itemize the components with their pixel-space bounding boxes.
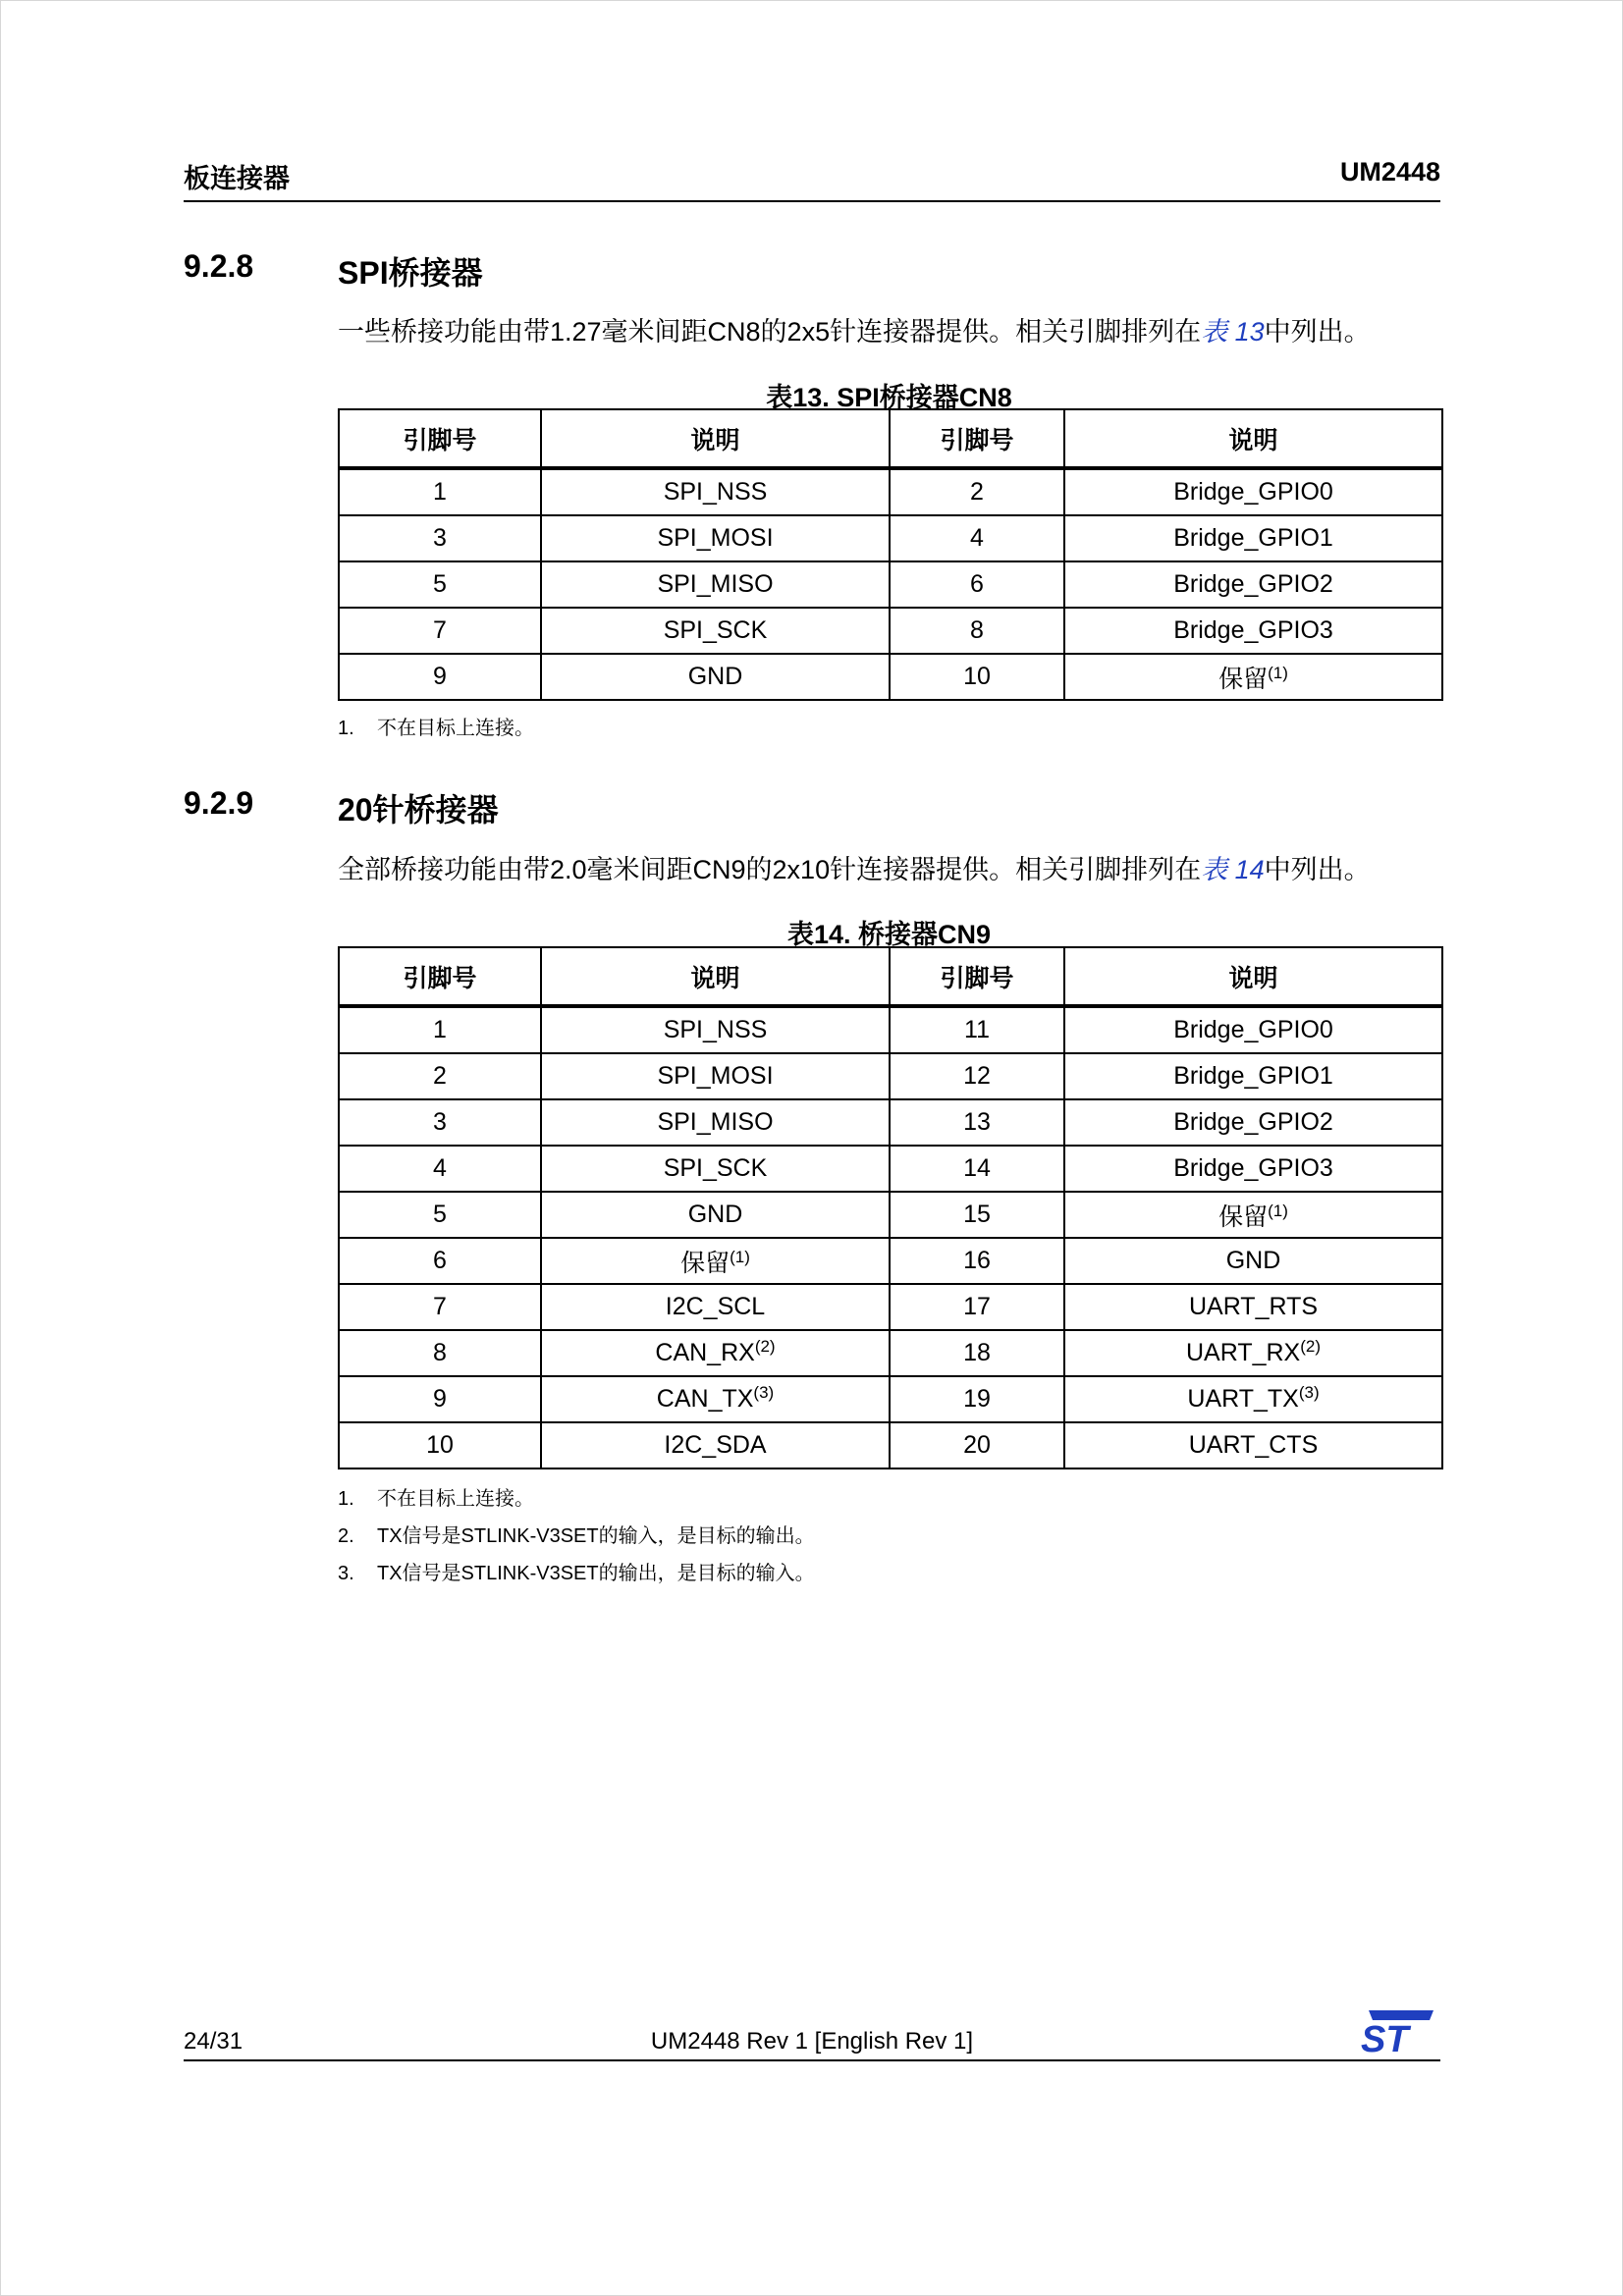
- pin-description-cell: [541, 1006, 890, 1053]
- table-caption: 表13. SPI桥接器CN8: [766, 383, 1012, 412]
- pin-description-cell: [541, 1330, 890, 1376]
- cell-text: Bridge_GPIO0: [1173, 478, 1333, 506]
- cell-text: 15: [963, 1201, 991, 1228]
- table-note: [338, 1557, 815, 1585]
- pin-description-cell: [541, 1192, 890, 1238]
- pin-number-cell: [890, 1422, 1064, 1468]
- pin-table-cn9: [338, 946, 1443, 1469]
- cell-text: 保留: [680, 1249, 730, 1277]
- footnote-marker: (1): [1268, 663, 1288, 682]
- pin-number-cell: [890, 1099, 1064, 1146]
- cell-text: 13: [963, 1108, 991, 1136]
- col-header-desc: 说明: [1064, 947, 1442, 1006]
- cell-text: 7: [433, 1293, 447, 1320]
- pin-description-cell: [1064, 515, 1442, 561]
- pin-number-cell: [890, 1238, 1064, 1284]
- table-caption: 表14. 桥接器CN9: [786, 920, 992, 949]
- col-header-desc: 说明: [541, 409, 890, 468]
- cell-text: 11: [964, 1016, 990, 1043]
- pin-description-cell: [1064, 1422, 1442, 1468]
- pin-description-cell: [541, 1284, 890, 1330]
- section-title: SPI桥接器: [338, 255, 483, 291]
- header-doc-id: UM2448: [1339, 157, 1440, 187]
- note-text: 不在目标上连接。: [377, 1488, 534, 1510]
- pin-number-cell: [890, 468, 1064, 515]
- table-row: [339, 1284, 1442, 1330]
- cell-text: Bridge_GPIO2: [1173, 1108, 1333, 1136]
- st-logo-text: ST: [1361, 2019, 1409, 2054]
- pin-number-cell: [890, 1006, 1064, 1053]
- cell-text: UART_CTS: [1188, 1431, 1319, 1459]
- footnote-marker: (2): [754, 1337, 776, 1356]
- cell-text: GND: [687, 663, 743, 690]
- pin-description-cell: [1064, 654, 1442, 700]
- cell-text: SPI_MISO: [657, 1108, 774, 1136]
- cell-text: 8: [970, 616, 984, 644]
- table-note: [338, 1482, 534, 1511]
- pin-number-cell: [339, 1238, 541, 1284]
- cell-text: 4: [433, 1154, 447, 1182]
- cell-text: 4: [970, 524, 984, 552]
- cell-text: SPI_MISO: [657, 570, 774, 598]
- page-header: [184, 155, 1440, 194]
- paragraph-text: 一些桥接功能由带1.27毫米间距CN8的2x5针连接器提供。相关引脚排列在: [338, 317, 1202, 347]
- cell-text: 2: [433, 1062, 447, 1090]
- pin-number-cell: [339, 654, 541, 700]
- pin-description-cell: [1064, 1284, 1442, 1330]
- cell-text: GND: [1225, 1247, 1281, 1274]
- pin-description-cell: [541, 1238, 890, 1284]
- pin-description-cell: [541, 1099, 890, 1146]
- note-text: TX信号是STLINK-V3SET的输出，是目标的输入。: [377, 1563, 815, 1584]
- pin-number-cell: [890, 1053, 1064, 1099]
- note-number: 1.: [338, 718, 354, 739]
- table-ref-link[interactable]: 表 13: [1201, 317, 1265, 347]
- cell-text: Bridge_GPIO1: [1173, 1062, 1333, 1090]
- pin-description-cell: [1064, 1099, 1442, 1146]
- cell-text: 1: [433, 1016, 447, 1043]
- cell-text: SPI_SCK: [663, 1154, 768, 1182]
- header-chapter: 板连接器: [184, 164, 290, 193]
- st-logo: [1357, 2008, 1434, 2054]
- table-row: [339, 1146, 1442, 1192]
- cell-text: CAN_TX: [656, 1385, 754, 1413]
- table-row: [339, 1192, 1442, 1238]
- cell-text: UART_RTS: [1188, 1293, 1319, 1320]
- pin-number-cell: [339, 1053, 541, 1099]
- table-row: [339, 1376, 1442, 1422]
- cell-text: 6: [970, 570, 984, 598]
- table-row: [339, 1053, 1442, 1099]
- cell-text: Bridge_GPIO3: [1173, 1154, 1333, 1182]
- cell-text: 8: [433, 1339, 447, 1366]
- col-header-pin: 引脚号: [339, 409, 541, 468]
- cell-text: Bridge_GPIO2: [1173, 570, 1333, 598]
- pin-number-cell: [890, 561, 1064, 608]
- pin-description-cell: [1064, 1238, 1442, 1284]
- table-row: [339, 1238, 1442, 1284]
- cell-text: Bridge_GPIO3: [1173, 616, 1333, 644]
- cell-text: 9: [433, 663, 447, 690]
- pin-description-cell: [541, 468, 890, 515]
- cell-text: Bridge_GPIO0: [1173, 1016, 1333, 1043]
- cell-text: UART_RX: [1185, 1339, 1301, 1366]
- note-text: TX信号是STLINK-V3SET的输入，是目标的输出。: [377, 1525, 815, 1547]
- col-header-desc: 说明: [1064, 409, 1442, 468]
- pin-number-cell: [890, 1146, 1064, 1192]
- section-number: 9.2.9: [184, 785, 254, 821]
- footnote-marker: (1): [1268, 1201, 1288, 1220]
- footnote-marker: (3): [753, 1383, 775, 1402]
- pin-description-cell: [1064, 1330, 1442, 1376]
- cell-text: I2C_SDA: [664, 1431, 767, 1459]
- header-rule: [184, 200, 1440, 202]
- cell-text: 5: [433, 1201, 447, 1228]
- table-row: [339, 608, 1442, 654]
- cell-text: I2C_SCL: [665, 1293, 766, 1320]
- note-number: 2.: [338, 1525, 354, 1547]
- cell-text: 9: [433, 1385, 447, 1413]
- pin-table-cn8: [338, 408, 1443, 701]
- pin-number-cell: [339, 1146, 541, 1192]
- cell-text: 保留: [1218, 665, 1269, 693]
- cell-text: 18: [963, 1339, 991, 1366]
- cell-text: GND: [687, 1201, 743, 1228]
- cell-text: 6: [433, 1247, 447, 1274]
- cell-text: UART_TX: [1187, 1385, 1299, 1413]
- footnote-marker: (1): [730, 1247, 750, 1266]
- pin-number-cell: [890, 1376, 1064, 1422]
- pin-description-cell: [541, 1146, 890, 1192]
- note-number: 1.: [338, 1488, 354, 1510]
- pin-number-cell: [890, 1192, 1064, 1238]
- cell-text: SPI_MOSI: [657, 524, 774, 552]
- cell-text: 16: [963, 1247, 991, 1274]
- pin-number-cell: [339, 1376, 541, 1422]
- paragraph-text-end: 中列出。: [1264, 855, 1371, 884]
- pin-number-cell: [339, 468, 541, 515]
- pin-number-cell: [890, 1284, 1064, 1330]
- table-note: [338, 1520, 815, 1548]
- cell-text: 20: [963, 1431, 991, 1459]
- note-number: 3.: [338, 1563, 354, 1584]
- pin-number-cell: [339, 561, 541, 608]
- col-header-pin: 引脚号: [890, 409, 1064, 468]
- table-row: [339, 561, 1442, 608]
- cell-text: 10: [963, 663, 991, 690]
- col-header-pin: 引脚号: [339, 947, 541, 1006]
- table-row: [339, 654, 1442, 700]
- pin-description-cell: [541, 515, 890, 561]
- section-paragraph: [338, 310, 1371, 348]
- cell-text: SPI_MOSI: [657, 1062, 774, 1090]
- section-title: 20针桥接器: [338, 792, 499, 828]
- footer-rule: [184, 2059, 1440, 2061]
- footer-doc-revision: UM2448 Rev 1 [English Rev 1]: [650, 2028, 974, 2055]
- pin-description-cell: [541, 1422, 890, 1468]
- paragraph-text: 全部桥接功能由带2.0毫米间距CN9的2x10针连接器提供。相关引脚排列在: [338, 855, 1202, 884]
- pin-description-cell: [1064, 561, 1442, 608]
- pin-number-cell: [339, 1422, 541, 1468]
- cell-text: 1: [433, 478, 447, 506]
- cell-text: 12: [963, 1062, 991, 1090]
- pin-description-cell: [1064, 1376, 1442, 1422]
- cell-text: 7: [433, 616, 447, 644]
- pin-description-cell: [541, 1376, 890, 1422]
- pin-description-cell: [1064, 468, 1442, 515]
- pin-description-cell: [1064, 1053, 1442, 1099]
- pin-number-cell: [339, 1284, 541, 1330]
- pin-description-cell: [541, 608, 890, 654]
- cell-text: 保留: [1218, 1202, 1269, 1231]
- pin-number-cell: [339, 1330, 541, 1376]
- table-header-row: [339, 947, 1442, 1006]
- table-row: [339, 1099, 1442, 1146]
- cell-text: 10: [426, 1431, 454, 1459]
- pin-description-cell: [541, 654, 890, 700]
- pin-description-cell: [541, 1053, 890, 1099]
- table-row: [339, 1330, 1442, 1376]
- section-number: 9.2.8: [184, 248, 254, 284]
- pin-description-cell: [1064, 1146, 1442, 1192]
- footnote-marker: (2): [1300, 1337, 1322, 1356]
- table-row: [339, 515, 1442, 561]
- cell-text: 5: [433, 570, 447, 598]
- cell-text: 2: [970, 478, 984, 506]
- table-note: [338, 712, 534, 740]
- cell-text: Bridge_GPIO1: [1173, 524, 1333, 552]
- section-paragraph: [338, 848, 1371, 886]
- pin-description-cell: [541, 561, 890, 608]
- cell-text: SPI_SCK: [663, 616, 768, 644]
- cell-text: 19: [963, 1385, 991, 1413]
- cell-text: 14: [963, 1154, 991, 1182]
- pin-description-cell: [1064, 1006, 1442, 1053]
- pin-number-cell: [890, 515, 1064, 561]
- footnote-marker: (3): [1298, 1383, 1320, 1402]
- note-text: 不在目标上连接。: [377, 718, 534, 739]
- cell-text: 17: [963, 1293, 991, 1320]
- paragraph-text-end: 中列出。: [1264, 317, 1371, 347]
- col-header-pin: 引脚号: [890, 947, 1064, 1006]
- table-ref-link[interactable]: 表 14: [1201, 855, 1265, 884]
- table-header-row: [339, 409, 1442, 468]
- cell-text: SPI_NSS: [663, 1016, 768, 1043]
- pin-number-cell: [339, 515, 541, 561]
- table-row: [339, 1422, 1442, 1468]
- pin-number-cell: [890, 1330, 1064, 1376]
- cell-text: 3: [433, 524, 447, 552]
- table-row: [339, 468, 1442, 515]
- cell-text: CAN_RX: [655, 1339, 755, 1366]
- cell-text: SPI_NSS: [663, 478, 768, 506]
- table-row: [339, 1006, 1442, 1053]
- pin-number-cell: [890, 654, 1064, 700]
- pin-number-cell: [339, 1192, 541, 1238]
- col-header-desc: 说明: [541, 947, 890, 1006]
- pin-number-cell: [339, 1006, 541, 1053]
- pin-description-cell: [1064, 1192, 1442, 1238]
- pin-description-cell: [1064, 608, 1442, 654]
- page-number: 24/31: [184, 2028, 243, 2055]
- pin-number-cell: [339, 608, 541, 654]
- pin-number-cell: [339, 1099, 541, 1146]
- cell-text: 3: [433, 1108, 447, 1136]
- pin-number-cell: [890, 608, 1064, 654]
